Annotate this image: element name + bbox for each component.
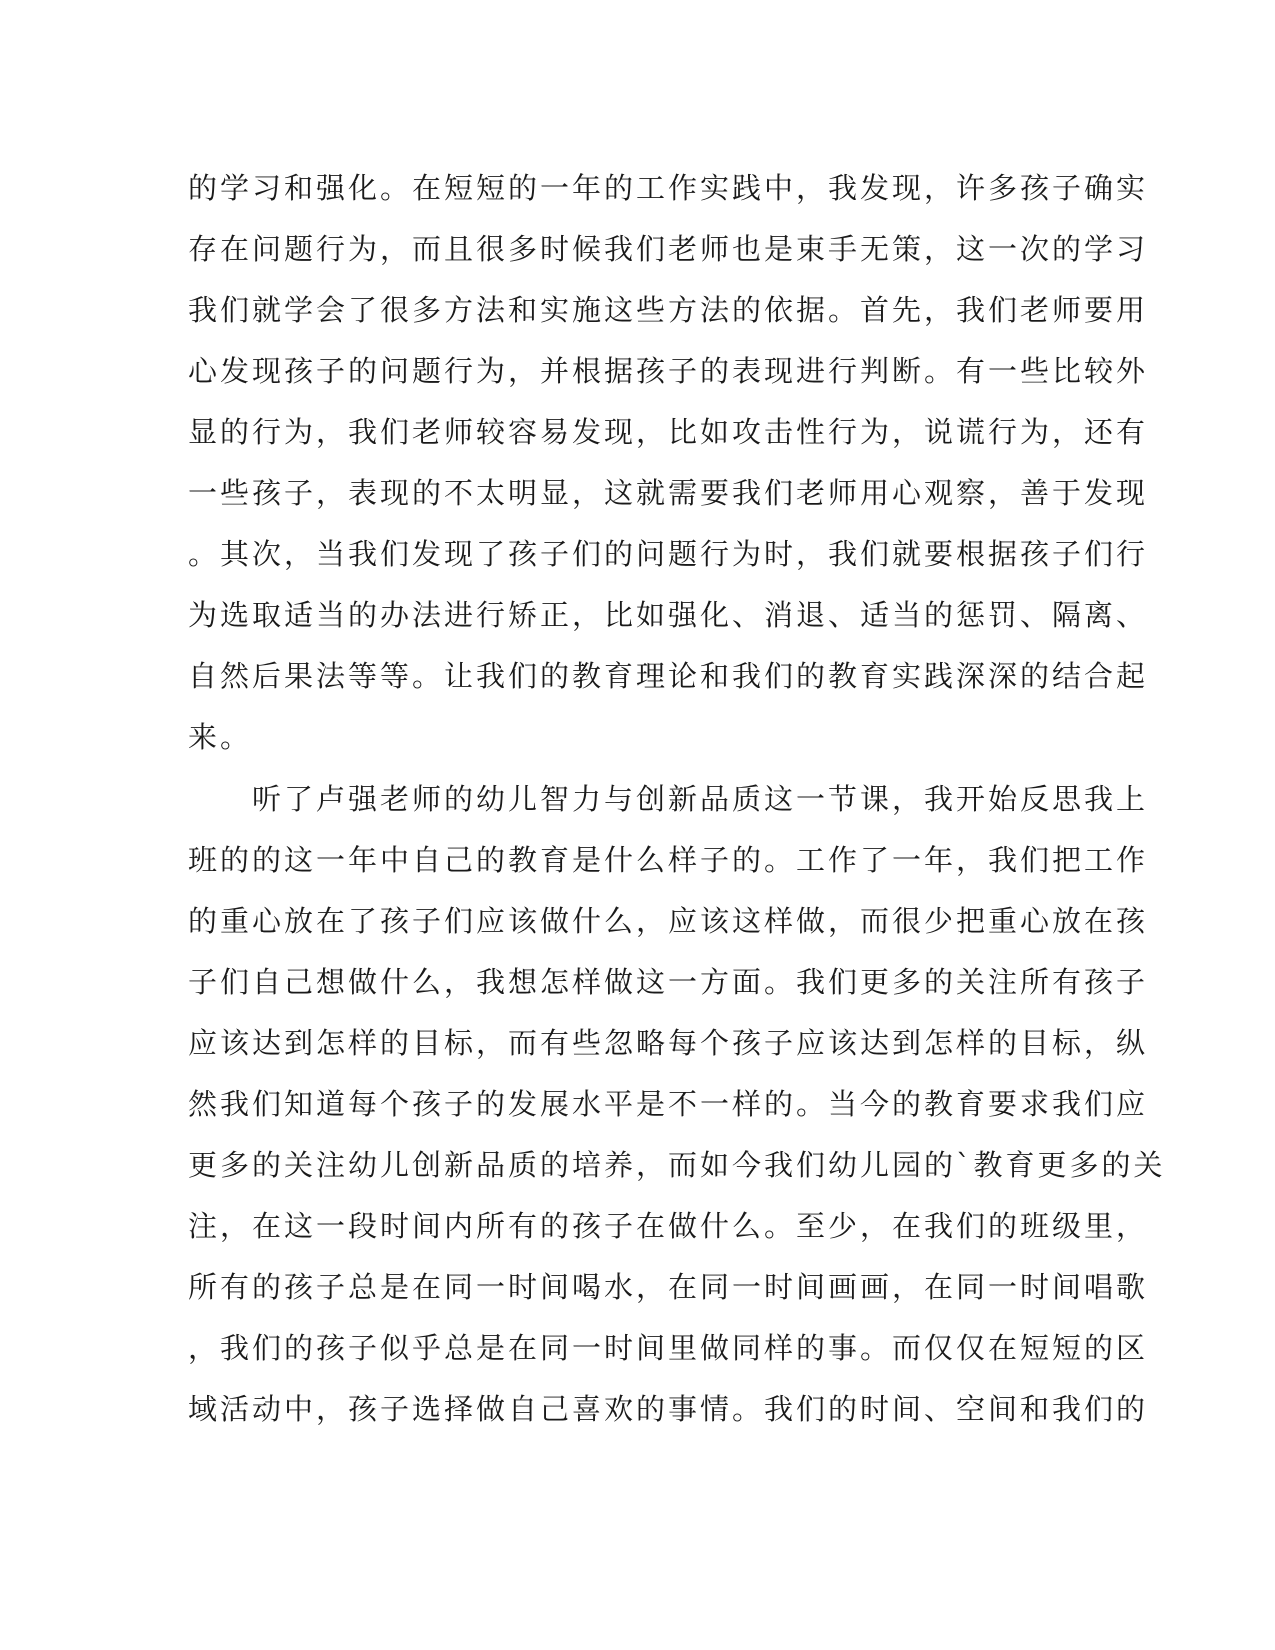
text-line: 自然后果法等等。让我们的教育理论和我们的教育实践深深的结合起 [188, 659, 1149, 693]
text-line: 为选取适当的办法进行矫正，比如强化、消退、适当的惩罚、隔离、 [188, 598, 1149, 632]
paragraph-1 [188, 158, 1148, 768]
text-line: 。其次，当我们发现了孩子们的问题行为时，我们就要根据孩子们行 [188, 537, 1149, 571]
paragraph-2 [188, 769, 1166, 1440]
text-line: 我们就学会了很多方法和实施这些方法的依据。首先，我们老师要用 [188, 293, 1149, 327]
text-line: 存在问题行为，而且很多时候我们老师也是束手无策，这一次的学习 [188, 232, 1149, 266]
text-line: 域活动中，孩子选择做自己喜欢的事情。我们的时间、空间和我们的 [188, 1392, 1149, 1426]
text-line: 的学习和强化。在短短的一年的工作实践中，我发现，许多孩子确实 [188, 171, 1149, 205]
text-line: 听了卢强老师的幼儿智力与创新品质这一节课，我开始反思我上 [188, 782, 1149, 816]
text-line: ，我们的孩子似乎总是在同一时间里做同样的事。而仅仅在短短的区 [188, 1331, 1149, 1365]
text-line: 更多的关注幼儿创新品质的培养，而如今我们幼儿园的`教育更多的关 [188, 1148, 1166, 1182]
text-line: 一些孩子，表现的不太明显，这就需要我们老师用心观察，善于发现 [188, 476, 1149, 510]
text-line: 来。 [188, 720, 253, 754]
text-line: 的重心放在了孩子们应该做什么，应该这样做，而很少把重心放在孩 [188, 904, 1149, 938]
text-line: 注，在这一段时间内所有的孩子在做什么。至少，在我们的班级里， [188, 1209, 1149, 1243]
text-line: 显的行为，我们老师较容易发现，比如攻击性行为，说谎行为，还有 [188, 415, 1149, 449]
text-line: 班的的这一年中自己的教育是什么样子的。工作了一年，我们把工作 [188, 843, 1149, 877]
text-line: 子们自己想做什么，我想怎样做这一方面。我们更多的关注所有孩子 [188, 965, 1149, 999]
text-line: 然我们知道每个孩子的发展水平是不一样的。当今的教育要求我们应 [188, 1087, 1149, 1121]
text-line: 心发现孩子的问题行为，并根据孩子的表现进行判断。有一些比较外 [188, 354, 1149, 388]
text-line: 应该达到怎样的目标，而有些忽略每个孩子应该达到怎样的目标，纵 [188, 1026, 1149, 1060]
text-line: 所有的孩子总是在同一时间喝水，在同一时间画画，在同一时间唱歌 [188, 1270, 1149, 1304]
